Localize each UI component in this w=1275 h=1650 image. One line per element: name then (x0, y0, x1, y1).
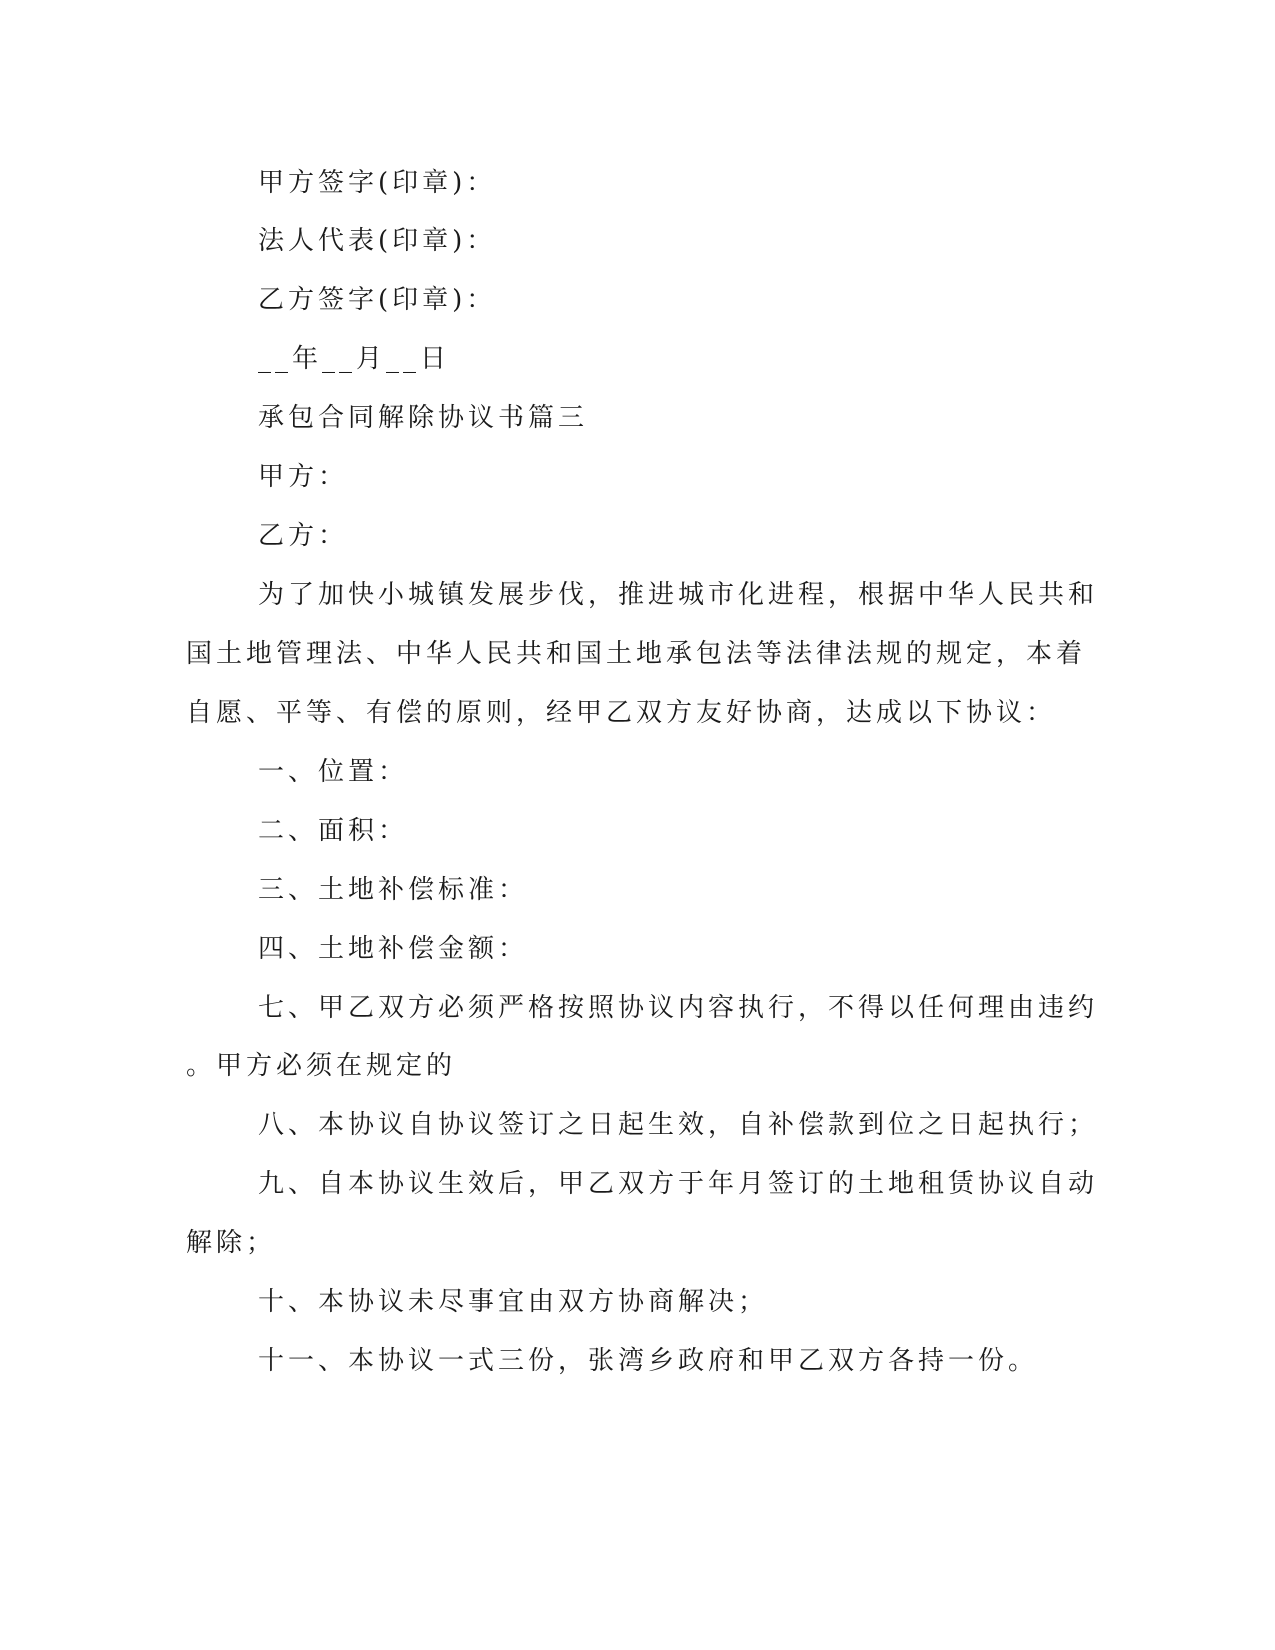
preamble-line-3: 自愿、平等、有偿的原则，经甲乙双方友好协商，达成以下协议： (186, 698, 1057, 728)
clause-8: 八、本协议自协议签订之日起生效，自补偿款到位之日起执行； (258, 1110, 1099, 1140)
date-line: __年__月__日 (258, 344, 451, 374)
clause-11: 十一、本协议一式三份，张湾乡政府和甲乙双方各持一份。 (258, 1346, 1039, 1376)
legal-representative-line: 法人代表(印章)： (258, 226, 497, 256)
clause-10: 十、本协议未尽事宜由双方协商解决； (258, 1287, 769, 1317)
party-b-signature-line: 乙方签字(印章)： (258, 285, 497, 315)
preamble-line-2: 国土地管理法、中华人民共和国土地承包法等法律法规的规定，本着 (186, 639, 1087, 669)
party-b-line: 乙方： (258, 521, 349, 551)
clause-9-line-2: 解除； (186, 1228, 277, 1258)
clause-3: 三、土地补偿标准： (258, 875, 529, 905)
party-a-signature-line: 甲方签字(印章)： (258, 168, 497, 198)
party-a-line: 甲方： (258, 462, 349, 492)
section-title: 承包合同解除协议书篇三 (258, 403, 589, 433)
clause-2: 二、面积： (258, 816, 409, 846)
clause-7-line-1: 七、甲乙双方必须严格按照协议内容执行，不得以任何理由违约 (258, 993, 1099, 1023)
clause-7-line-2: 。甲方必须在规定的 (186, 1051, 457, 1081)
clause-1: 一、位置： (258, 757, 409, 787)
clause-9-line-1: 九、自本协议生效后，甲乙双方于年月签订的土地租赁协议自动 (258, 1169, 1099, 1199)
clause-4: 四、土地补偿金额： (258, 934, 529, 964)
preamble-line-1: 为了加快小城镇发展步伐，推进城市化进程，根据中华人民共和 (258, 580, 1099, 610)
